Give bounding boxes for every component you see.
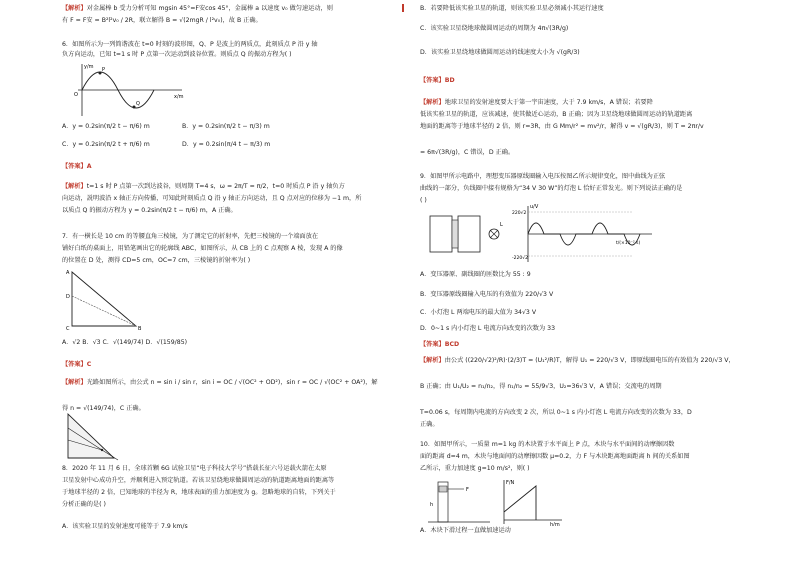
prism-d: D [66, 294, 70, 300]
left-line [62, 338, 187, 348]
section-tag: 【解析】 [62, 183, 87, 190]
left-line [62, 500, 106, 510]
left-line [62, 182, 345, 192]
line-text: A．变压器原、副线圈的匝数比为 55 : 9 [420, 271, 531, 278]
right-line [420, 340, 459, 350]
left-line [62, 464, 327, 474]
left-line [62, 4, 333, 14]
wave-origin: O [74, 92, 78, 98]
right-line [420, 122, 704, 132]
line-text: B．变压器原线圈输入电压的有效值为 220/√3 V [420, 291, 554, 298]
line-text: 由公式 ((220/√2)²/R)·(2/3)T = (U₁²/R)T，解得 U₁ = 220/√3 V，即原线圈电压的有效值为 220/√3 V， [444, 357, 735, 364]
right-line [420, 76, 455, 86]
right-line [420, 526, 511, 536]
left-line [62, 122, 150, 132]
line-text: 9．如图甲所示电路中，理想变压器原线圈输入电压按图乙所示规律变化，图中曲线为正弦 [420, 173, 666, 180]
line-text: 的位置在 D 处，测得 CD=5 cm，OC=7 cm，三棱镜的折射率为( ) [62, 257, 251, 264]
line-text: 正确。 [420, 421, 439, 428]
right-line [420, 420, 439, 430]
refraction-figure [62, 410, 122, 462]
line-text: C [86, 361, 92, 368]
prism-c: C [66, 326, 70, 332]
wave-figure [70, 60, 190, 118]
right-line [420, 440, 674, 450]
transformer-circuit [424, 206, 508, 262]
left-line [62, 50, 292, 60]
line-text: B．若要降低该实验卫星的轨道，则该实验卫星必须减小其运行速度 [420, 5, 604, 12]
block-h: h [430, 502, 434, 508]
section-tag: 【解析】 [62, 379, 87, 386]
left-line [62, 244, 343, 254]
right-line [420, 464, 530, 474]
line-text: 光路如图所示，由公式 n = sin i / sin r，sin i = OC / √(OC² + OD²)，sin r = OC / √(OC² + OA²)，解 [86, 379, 378, 386]
voltage-graph [512, 202, 662, 266]
left-line [62, 256, 250, 266]
section-tag: 【解析】 [62, 5, 87, 12]
line-text: T=0.06 s，每周期内电流的方向改变 2 次，所以 0~1 s 内小灯泡 L 电流方向改变的次数为 33，D [420, 409, 692, 416]
right-line [420, 24, 568, 34]
line-text: 6．如图所示为一列简谐波在 t=0 时刻的波形图，Q、P 是波上的两质点，此刻质点 P 沿 y 轴 [62, 41, 318, 48]
prism-b: B [138, 326, 142, 332]
section-tag: 【答案】 [62, 361, 87, 368]
lamp-label: L [500, 222, 503, 228]
wave-p: P [102, 67, 106, 73]
line-text: 于地球半径的 2 倍，已知地球的半径为 R，地球表面的重力加速度为 g。忽略地球的自转，下列关于 [62, 489, 336, 496]
line-text: A．木块下滑过程一直做加速运动 [420, 527, 511, 534]
line-text: B 正确；由 U₁/U₂ = n₁/n₂，得 n₁/n₂ = 55/9√3，U₂=36√3 V，A 错误；交流电的周期 [420, 383, 662, 390]
line-text: D．该实验卫星绕地球做圆周运动的线速度大小为 √(gR/3) [420, 49, 580, 56]
left-line [62, 40, 318, 50]
voltage-xlabel: t/(×10⁻² s) [616, 241, 641, 246]
line-text: 地球卫星的发射速度要大于第一宇宙速度，大于 7.9 km/s，A 错误；若要降 [444, 99, 653, 106]
right-line [420, 382, 662, 392]
line-text: 低该实验卫星的轨道，应该减速，使其做近心运动，B 正确；因为卫星绕地球做圆周运动的轨道距离 [420, 111, 693, 118]
left-line [62, 232, 318, 242]
line-text: 以质点 Q 的振动方程为 y = 0.2sin(π/2 t − π/6) m，A 正确。 [62, 207, 237, 214]
section-tag: 【解析】 [420, 99, 445, 106]
left-line [62, 194, 361, 204]
line-text: 铺好白纸的桌面上，用铅笔画出它的轮廓线 ABC，如图所示，从 CB 上的 C 点观察 A 棱，发现 A 的像 [62, 245, 343, 252]
left-line [62, 16, 262, 26]
line-text: A．√2 B．√3 C．√(149/74) D．√(159/85) [62, 339, 188, 346]
left-line [62, 206, 237, 216]
left-line [62, 488, 336, 498]
left-line [62, 522, 188, 532]
line-text: 分析正确的是( ) [62, 501, 106, 508]
right-line [420, 196, 427, 206]
force-xlabel: h/m [550, 522, 560, 526]
line-text: = 6π√(3R/g)，C 错误，D 正确。 [420, 149, 515, 156]
line-text: C．y = 0.2sin(π/2 t + π/6) m [62, 141, 150, 148]
block-f: F [466, 487, 469, 493]
wave-q: Q [136, 101, 140, 107]
voltage-ylabel: u/V [530, 204, 539, 210]
line-text: C．该实验卫星绕地球做圆周运动的周期为 4π√(3R/g) [420, 25, 569, 32]
line-text: t=1 s 时 P 点第一次到达波谷，则周期 T=4 s，ω = 2π/T = π/2，t=0 时质点 P 沿 y 轴负方 [86, 183, 345, 190]
left-line [62, 162, 92, 172]
line-text: 面的距离 d=4 m，木块与地面间的动摩擦因数 μ=0.2，力 F 与木块距离地面距离 h 间的关系如图 [420, 453, 690, 460]
wave-ylabel: y/m [84, 64, 94, 70]
voltage-bottom: -220√2 [512, 256, 528, 261]
right-line [420, 270, 531, 280]
line-text: B．y = 0.2sin(π/2 t − π/3) m [182, 123, 270, 130]
force-ylabel: F/N [506, 480, 515, 486]
line-text: 对金属棒 b 受力分析可知 mgsin 45°=F安cos 45°，金属棒 a 以速度 v₀ 做匀速运动，则 [86, 5, 333, 12]
left-line [62, 360, 91, 370]
left-line [62, 140, 150, 150]
right-line [420, 356, 735, 366]
section-tag: 【答案】 [62, 163, 87, 170]
right-line [420, 290, 553, 300]
line-text: D．0~1 s 内小灯泡 L 电流方向改变的次数为 33 [420, 325, 556, 332]
wave-xlabel: x/m [174, 94, 184, 100]
force-graph [496, 476, 566, 526]
line-text: BCD [444, 341, 460, 348]
left-line [182, 122, 270, 132]
line-text: A．y = 0.2sin(π/2 t − π/6) m [62, 123, 150, 130]
voltage-top: 220√2 [512, 211, 527, 216]
prism-figure [64, 266, 154, 332]
line-text: A．该实验卫星的发射速度可能等于 7.9 km/s [62, 523, 188, 530]
line-text: A [86, 163, 92, 170]
line-text: 8．2020 年 11 月 6 日，全球首颗 6G 试验卫星“电子科技大学号”搭载长征六号运载火箭在太原 [62, 465, 327, 472]
right-line [420, 48, 580, 58]
line-text: 曲线的一部分，负线圈中接有规格为“34 V 30 W”的灯泡 L 恰好正常发光。则下列说法正确的是 [420, 185, 683, 192]
line-text: D．y = 0.2sin(π/4 t − π/3) m [182, 141, 271, 148]
section-tag: 【答案】 [420, 341, 445, 348]
right-line [420, 148, 514, 158]
left-line [182, 140, 270, 150]
line-text: 7．有一横长是 10 cm 的等腰直角三棱镜，为了测定它的折射率，先把三棱镜的一个端面放在 [62, 233, 319, 240]
line-text: 负方向运动，已知 t=1 s 时 P 点第一次运动到波谷位置。则质点 Q 的振动方程为( ) [62, 51, 292, 58]
line-text: ( ) [420, 197, 427, 204]
line-text: C．小灯泡 L 两端电压的最大值为 34√3 V [420, 309, 537, 316]
line-text: 乙所示，重力加速度 g=10 m/s²，则( ) [420, 465, 530, 472]
left-line [62, 476, 334, 486]
line-text: 有 F = F安 = B²l²v₀ / 2R，联立解得 B = √(2mgR / l²v₀)，故 B 正确。 [62, 17, 262, 24]
line-text: 向运动，説明波沿 x 轴正方向传播，可知此时刻质点 Q 沿 y 轴正方向运动，且 Q 点对应的位移为 −1 m，所 [62, 195, 362, 202]
right-line [420, 110, 692, 120]
block-figure [424, 476, 494, 526]
line-text: 得 n = √(149/74)，C 正确。 [62, 405, 145, 412]
line-text: BD [444, 77, 455, 84]
prism-a: A [66, 270, 70, 276]
right-line [420, 98, 653, 108]
line-text: 地面的距离等于地球半径的 2 倍，则 r=3R，由 G Mm/r² = mv²/r，解得 v = √(gR/3)，则 T = 2πr/v [420, 123, 704, 130]
right-line [420, 308, 536, 318]
section-tag: 【解析】 [420, 357, 445, 364]
line-text: 10．如图甲所示，一质量 m=1 kg 的木块置于水平面上 P 点，木块与水平面间的动摩擦因数 [420, 441, 675, 448]
right-line [420, 4, 604, 14]
line-text: 卫星发射中心成功升空，并顺利进入预定轨道。若该卫星绕地球做圆周运动的轨道距离地面的距离等 [62, 477, 335, 484]
right-line [420, 324, 555, 334]
left-line [62, 378, 378, 388]
section-tag: 【答案】 [420, 77, 445, 84]
right-line [420, 172, 665, 182]
left-margin-mark [402, 4, 404, 12]
right-line [420, 452, 690, 462]
right-line [420, 184, 682, 194]
right-line [420, 408, 692, 418]
